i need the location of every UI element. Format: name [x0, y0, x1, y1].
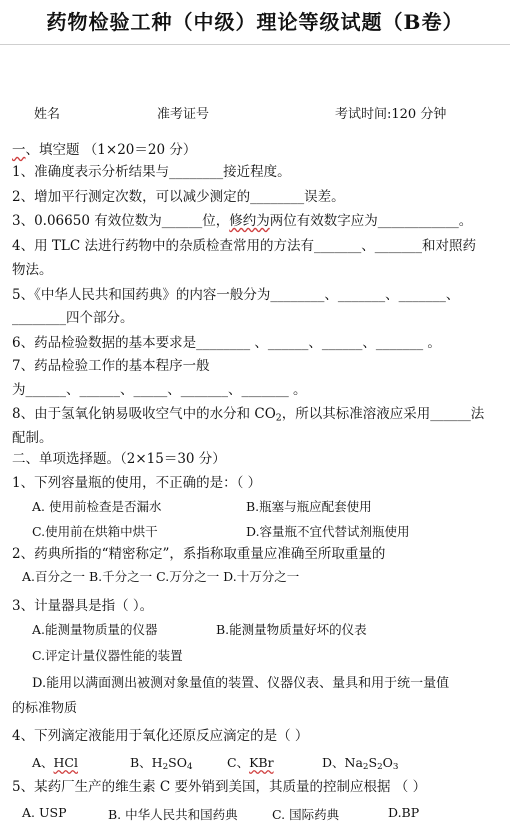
choice-q2-options: A.百分之一 B.千分之一 C.万分之一 D.十万分之一	[22, 569, 300, 584]
page-title: 药物检验工种（中级）理论等级试题（B卷）	[46, 10, 464, 34]
fill-question-7-line1: 7、药品检验工作的基本程序一般	[12, 358, 210, 374]
option-c-prefix: C、	[227, 755, 250, 770]
fill-question-5-line2: ________四个部分。	[12, 310, 134, 326]
fill-question-3	[12, 209, 472, 229]
choice-q3-option-a: A.能测量物质量的仪器	[32, 622, 158, 637]
choice-question-1: 1、下列容量瓶的使用，不正确的是：（ ）	[12, 475, 262, 491]
option-d-mid: S	[368, 755, 378, 770]
choice-q3-option-c: C.评定计量仪器性能的装置	[32, 648, 183, 663]
fill-question-4-line2: 物法。	[12, 262, 53, 278]
choice-question-4: 4、下列滴定液能用于氧化还原反应滴定的是（ ）	[12, 728, 309, 744]
option-d-sub3: 3	[392, 762, 399, 773]
co2-subscript: 2	[275, 412, 282, 424]
choice-q1-option-d: D.容量瓶不宜代替试剂瓶使用	[246, 524, 410, 539]
choice-q1-option-a: A. 使用前检查是否漏水	[32, 499, 162, 514]
fill-question-3-part-b: 修约为	[229, 213, 270, 229]
fill-question-4-line1: 4、用 TLC 法进行药物中的杂质检查常用的方法有_______、_______和对照药	[12, 238, 476, 254]
section1-heading-prefix: 一	[12, 142, 26, 158]
choice-q3-option-d-line1: D.能用以满面测出被测对象量值的装置、仪器仪表、量具和用于统一量值	[32, 676, 450, 691]
option-a-value: HCl	[53, 755, 78, 770]
choice-q4-option-d	[322, 753, 398, 772]
option-a-prefix: A、	[32, 755, 54, 770]
ticket-number-label: 准考证号	[157, 107, 210, 122]
name-label: 姓名	[34, 107, 61, 122]
choice-question-3: 3、计量器具是指（ ）。	[12, 598, 154, 614]
option-d-sub1: 2	[362, 762, 369, 773]
choice-q5-option-d: D.BP	[388, 805, 420, 820]
fill-question-7-line2: 为______、______、_____、_______、_______ 。	[12, 382, 307, 398]
fill-question-2: 2、增加平行测定次数，可以减少测定的________误差。	[12, 189, 345, 205]
option-b-mid: SO	[168, 755, 187, 770]
option-c-value: KBr	[249, 755, 274, 770]
exam-time-label: 考试时间:120 分钟	[335, 107, 447, 122]
option-d-prefix: D、Na	[322, 755, 363, 770]
choice-q5-option-a: A. USP	[22, 805, 67, 820]
fill-question-8-line1	[12, 402, 484, 423]
option-d-sub2: 2	[377, 762, 383, 773]
fill-question-5-line1: 5、《中华人民共和国药典》的内容一般分为________、_______、_______、	[12, 287, 460, 303]
choice-q5-option-b: B. 中华人民共和国药典	[108, 807, 238, 822]
fill-question-8-text-b: ，所以其标准溶液应采用______法	[281, 406, 485, 422]
choice-q1-option-c: C.使用前在烘箱中烘干	[32, 524, 158, 539]
choice-q1-option-b: B.瓶塞与瓶应配套使用	[246, 499, 372, 514]
fill-question-1: 1、准确度表示分析结果与________接近程度。	[12, 164, 291, 180]
choice-q4-option-a	[32, 753, 78, 771]
fill-question-3-part-c: 两位有效数字应为____________。	[269, 213, 473, 229]
section1-heading-text: 、填空题 （1×20＝20 分）	[25, 142, 197, 158]
option-b-sub2: 4	[186, 762, 193, 773]
header-divider	[0, 44, 510, 45]
section2-heading: 二、单项选择题。（2×15＝30 分）	[12, 451, 226, 467]
choice-q3-option-b: B.能测量物质量好坏的仪表	[216, 622, 367, 637]
choice-q4-option-b	[130, 753, 193, 772]
choice-question-5: 5、某药厂生产的维生素 C 要外销到美国，其质量的控制应根据 （ ）	[12, 779, 427, 795]
choice-q3-option-d-line2: 的标准物质	[12, 701, 78, 716]
section1-heading	[12, 138, 196, 158]
fill-question-3-part-a: 3、0.06650 有效位数为______位，	[12, 213, 230, 229]
option-b-sub1: 2	[162, 762, 169, 773]
choice-q5-option-c: C. 国际药典	[272, 807, 340, 822]
option-d-mid2: O	[382, 755, 393, 770]
option-b-prefix: B、H	[130, 755, 163, 770]
choice-q4-option-c	[227, 753, 274, 771]
fill-question-8-text-a: 8、由于氢氧化钠易吸收空气中的水分和 CO	[12, 406, 276, 422]
choice-question-2: 2、药典所指的“精密称定”，系指称取重量应准确至所取重量的	[12, 546, 386, 562]
fill-question-8-line2: 配制。	[12, 430, 53, 446]
fill-question-6: 6、药品检验数据的基本要求是________ 、______、______、_______ 。	[12, 335, 441, 351]
